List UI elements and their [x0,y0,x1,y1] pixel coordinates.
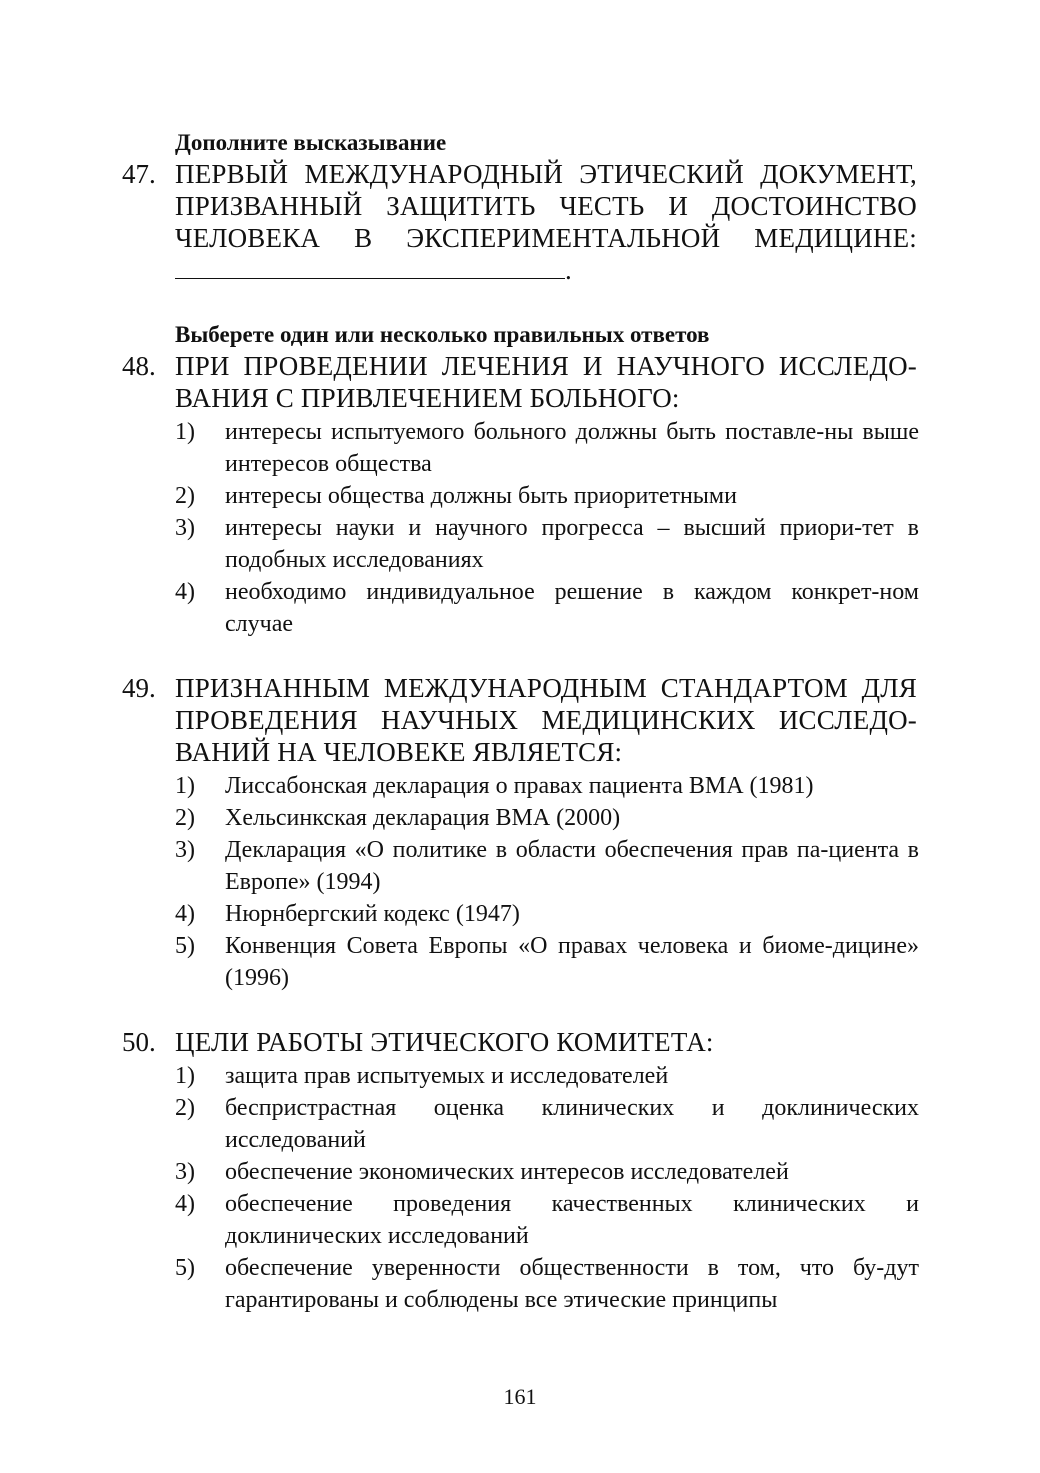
options-50 [175,1060,919,1316]
option-number: 3) [175,1159,195,1185]
option-text: интересы испытуемого больного должны быть поставле-ны выше интересов общества [225,419,919,477]
options-49 [175,770,919,994]
options-48 [175,416,919,640]
option-number: 4) [175,1191,195,1217]
question-line: ПРИЗВАННЫЙ ЗАЩИТИТЬ ЧЕСТЬ И ДОСТОИНСТВО [175,191,917,221]
question-line: ЦЕЛИ РАБОТЫ ЭТИЧЕСКОГО КОМИТЕТА: [175,1027,714,1057]
option-number: 2) [175,483,195,509]
option-text: защита прав испытуемых и исследователей [225,1063,669,1089]
question-line: ПРИЗНАННЫМ МЕЖДУНАРОДНЫМ СТАНДАРТОМ ДЛЯ [175,673,917,703]
option-number: 2) [175,805,195,831]
option-number: 5) [175,933,195,959]
option-text: Конвенция Совета Европы «О правах человека и биоме-дицине» (1996) [225,933,919,991]
option-item [175,898,919,930]
option-number: 4) [175,579,195,605]
option-text: Лиссабонская декларация о правах пациента ВМА (1981) [225,773,814,799]
option-number: 1) [175,773,195,799]
option-item [175,480,919,512]
option-item [175,802,919,834]
option-text: необходимо индивидуальное решение в каждом конкрет-ном случае [225,579,919,637]
question-number-47: 47. [122,159,156,189]
option-text: Декларация «О политике в области обеспечения прав па-циента в Европе» (1994) [225,837,919,895]
option-text: интересы общества должны быть приоритетными [225,483,737,509]
question-text-47 [175,158,917,286]
option-number: 2) [175,1095,195,1121]
option-text: интересы науки и научного прогресса – высший приори-тет в подобных исследованиях [225,515,919,573]
question-text-48 [175,350,917,414]
option-item [175,512,919,576]
instruction-fill-in: Дополните высказывание [175,130,447,155]
option-item [175,1252,919,1316]
question-text-50 [175,1026,917,1058]
question-line: ВАНИЙ НА ЧЕЛОВЕКЕ ЯВЛЯЕТСЯ: [175,737,623,767]
option-item [175,1092,919,1156]
blank-period: . [565,255,572,285]
page-number: 161 [503,1384,537,1409]
question-number-50: 50. [122,1027,156,1057]
question-number-48: 48. [122,351,156,381]
option-number: 4) [175,901,195,927]
question-line: ПРИ ПРОВЕДЕНИИ ЛЕЧЕНИЯ И НАУЧНОГО ИССЛЕДО- [175,351,917,381]
answer-blank-line [175,254,917,286]
question-line: ЧЕЛОВЕКА В ЭКСПЕРИМЕНТАЛЬНОЙ МЕДИЦИНЕ: [175,223,917,253]
option-item [175,1060,919,1092]
option-number: 1) [175,419,195,445]
option-text: Хельсинкская декларация ВМА (2000) [225,805,621,831]
option-item [175,576,919,640]
question-line: ПЕРВЫЙ МЕЖДУНАРОДНЫЙ ЭТИЧЕСКИЙ ДОКУМЕНТ, [175,159,917,189]
option-number: 3) [175,837,195,863]
answer-blank [175,256,565,279]
instruction-choose: Выберете один или несколько правильных ответов [175,322,710,347]
option-number: 3) [175,515,195,541]
option-item [175,1188,919,1252]
option-number: 5) [175,1255,195,1281]
question-text-49 [175,672,917,768]
option-text: обеспечение экономических интересов исследователей [225,1159,789,1185]
option-text: беспристрастная оценка клинических и доклинических исследований [225,1095,919,1153]
option-item [175,770,919,802]
question-number-49: 49. [122,673,156,703]
option-item [175,930,919,994]
question-line: ВАНИЯ С ПРИВЛЕЧЕНИЕМ БОЛЬНОГО: [175,383,680,413]
option-item [175,1156,919,1188]
option-item [175,834,919,898]
option-text: Нюрнбергский кодекс (1947) [225,901,520,927]
option-text: обеспечение проведения качественных клинических и доклинических исследований [225,1191,919,1249]
option-text: обеспечение уверенности общественности в том, что бу-дут гарантированы и соблюдены все этические принципы [225,1255,919,1313]
option-number: 1) [175,1063,195,1089]
question-line: ПРОВЕДЕНИЯ НАУЧНЫХ МЕДИЦИНСКИХ ИССЛЕДО- [175,705,917,735]
option-item [175,416,919,480]
